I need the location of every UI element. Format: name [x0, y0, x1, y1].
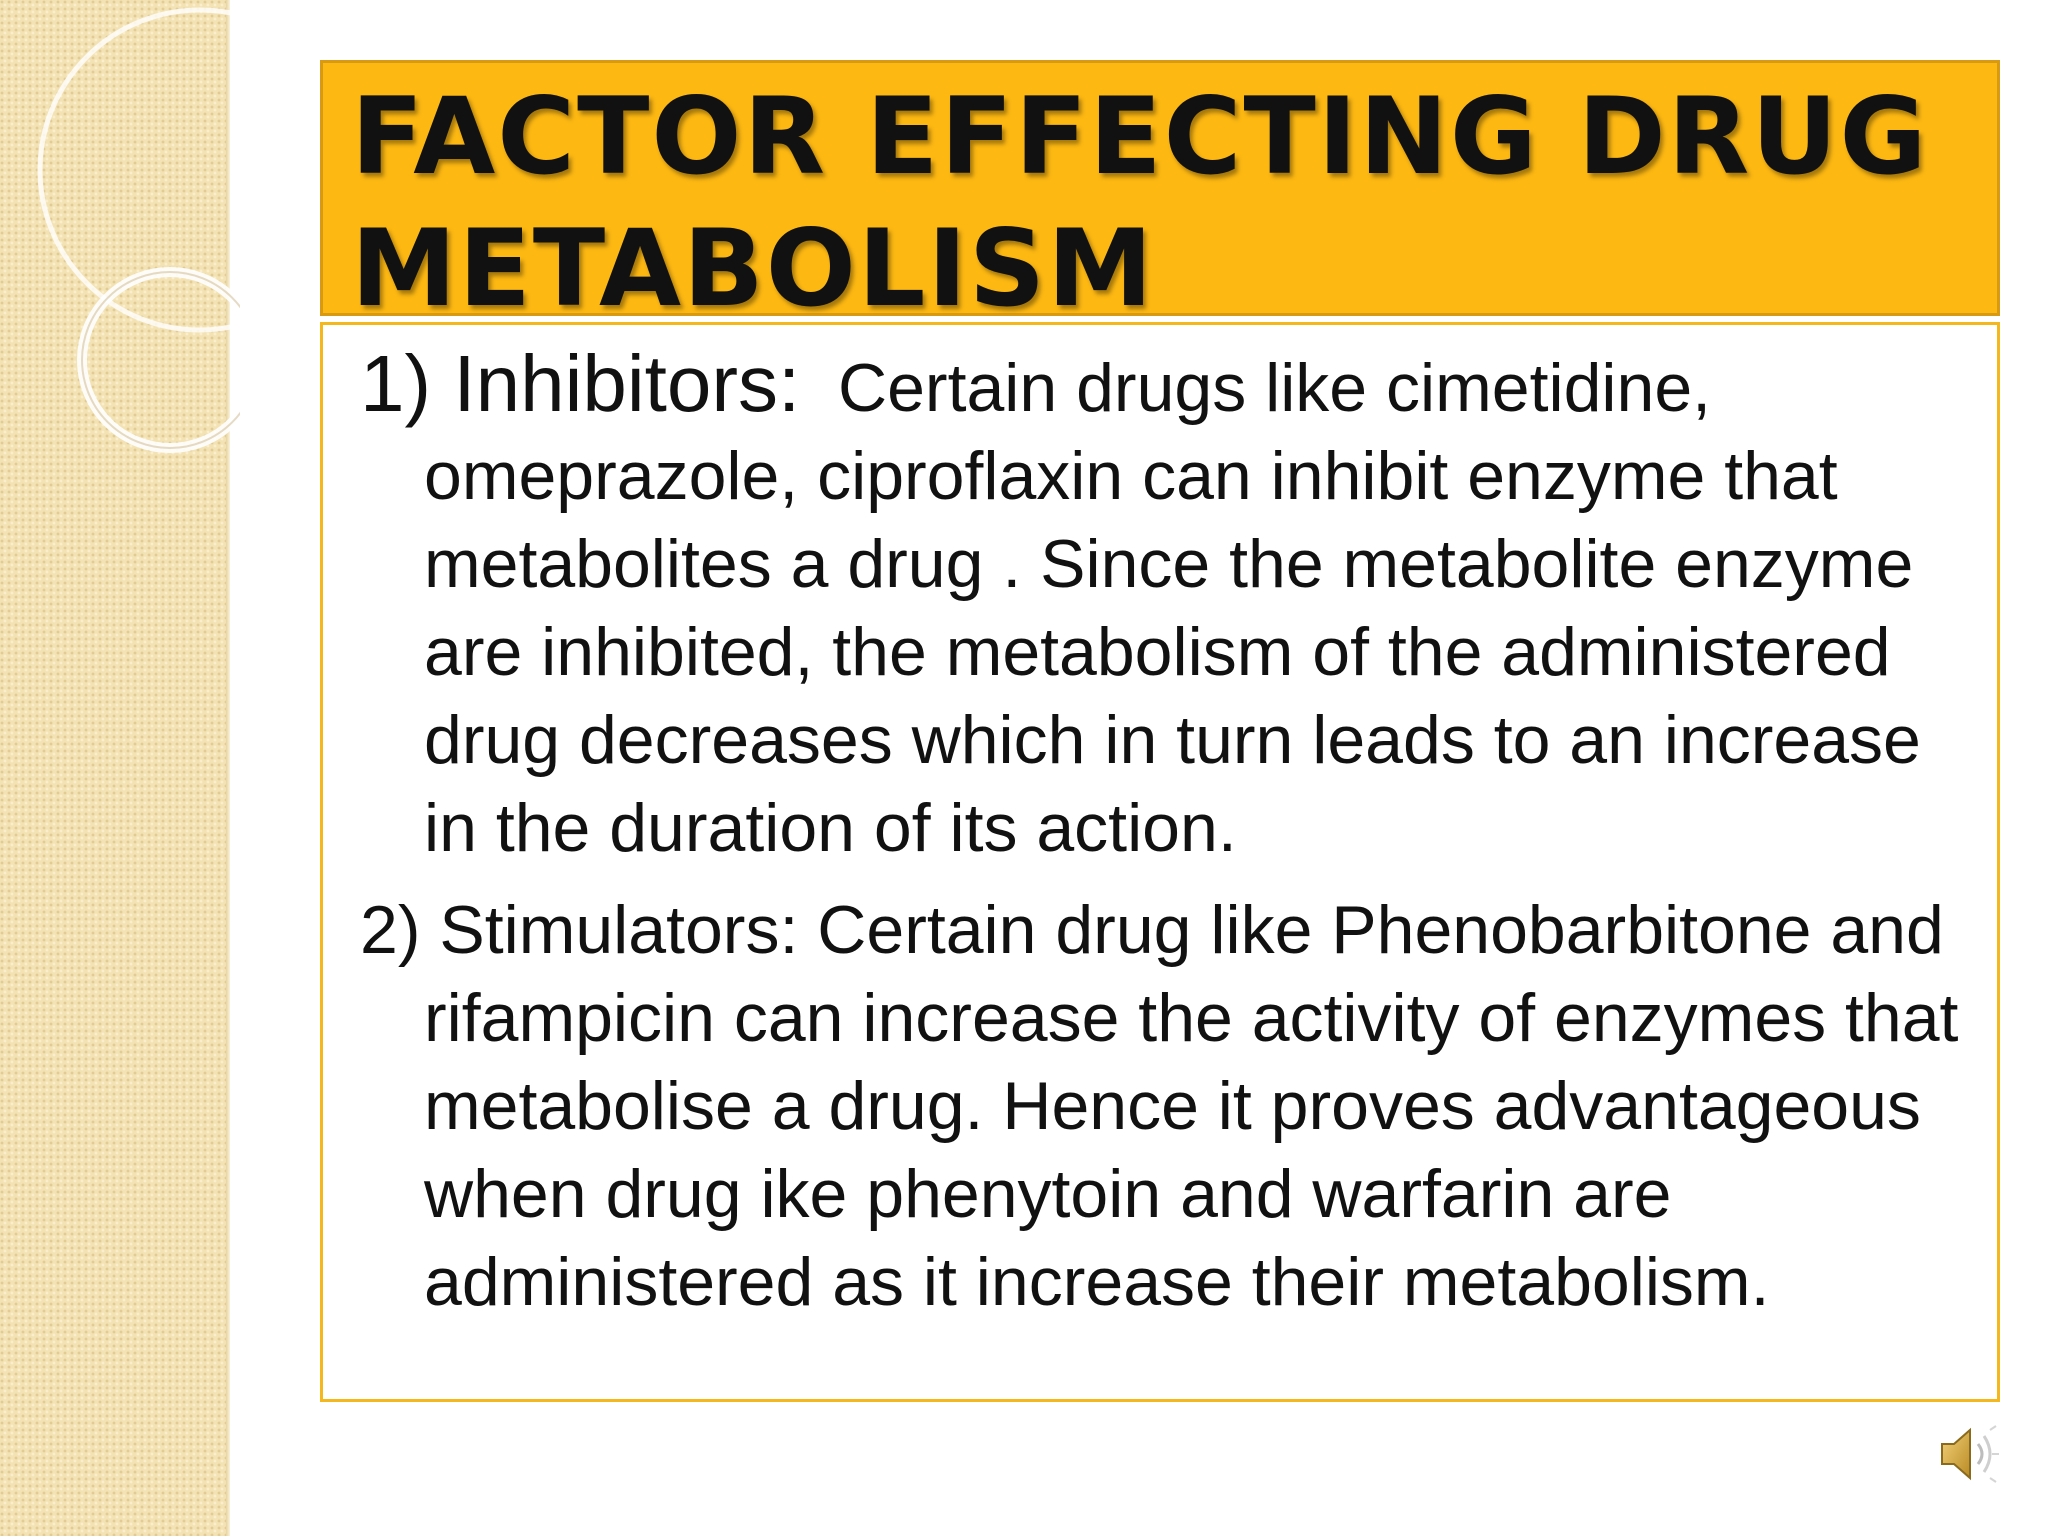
speaker-icon[interactable]	[1936, 1420, 2000, 1488]
slide-body	[360, 340, 1980, 1326]
item-text: Certain drugs like cimetidine, omeprazole, ciproflaxin can inhibit enzyme that metabolites a drug . Since the metabolite enzyme are inhibited, the metabolism of the administered drug decreases which in turn leads to an increase in the duration of its action.	[424, 350, 1921, 866]
title-bar	[320, 60, 2000, 330]
decorative-swirl	[0, 0, 240, 520]
list-item-inhibitors	[360, 340, 1980, 872]
item-heading: 2) Stimulators:	[360, 892, 799, 968]
list-item-stimulators	[360, 886, 1980, 1326]
item-text: Certain drug like Phenobarbitone and rifampicin can increase the activity of enzymes that metabolise a drug. Hence it proves advantageous when drug ike phenytoin and warfarin are administered as it increase their metabolism.	[424, 892, 1959, 1320]
slide-title: FACTOR EFFECTING DRUG METABOLISM	[351, 75, 1929, 330]
item-heading: 1) Inhibitors:	[360, 339, 801, 428]
